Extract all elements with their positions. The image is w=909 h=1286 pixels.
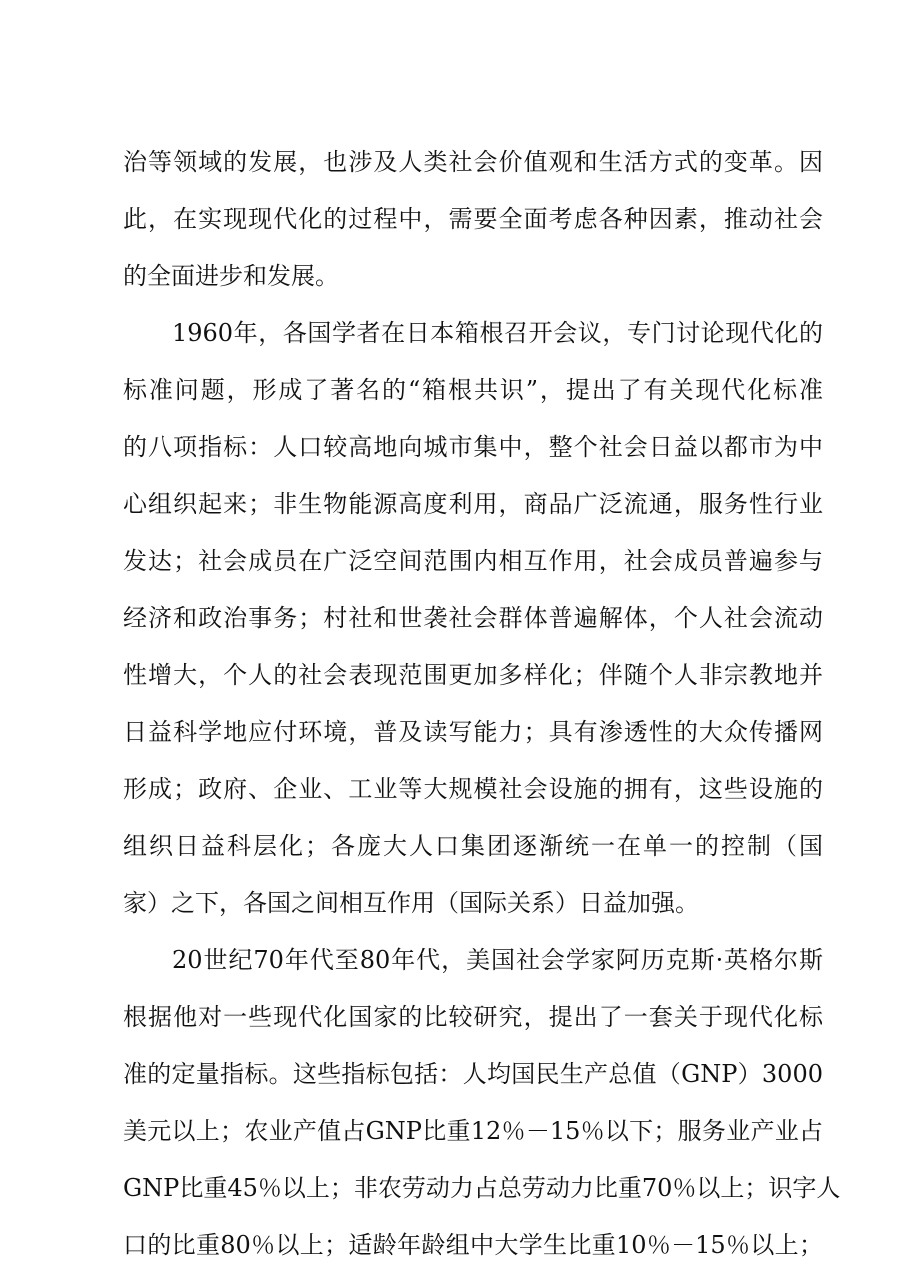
text-line: 美元以上；农业产值占GNP比重12％－15％以下；服务业产业占 <box>123 1117 823 1145</box>
text-line: 准的定量指标。这些指标包括：人均国民生产总值（GNP）3000 <box>123 1060 823 1088</box>
text-line: 口的比重80％以上；适龄年龄组中大学生比重10％－15％以上； <box>123 1231 823 1259</box>
text-line: 家）之下，各国之间相互作用（国际关系）日益加强。 <box>123 889 699 917</box>
text-line: 20世纪70年代至80年代，美国社会学家阿历克斯·英格尔斯 <box>172 946 823 974</box>
text-line: 此，在实现现代化的过程中，需要全面考虑各种因素，推动社会 <box>123 205 823 233</box>
text-line: 日益科学地应付环境，普及读写能力；具有渗透性的大众传播网 <box>123 718 823 746</box>
text-line: 1960年，各国学者在日本箱根召开会议，专门讨论现代化的 <box>172 319 823 347</box>
text-line: 的全面进步和发展。 <box>123 262 339 290</box>
text-line: GNP比重45％以上；非农劳动力占总劳动力比重70％以上；识字人 <box>123 1174 841 1202</box>
text-line: 性增大，个人的社会表现范围更加多样化；伴随个人非宗教地并 <box>123 661 823 689</box>
text-line: 组织日益科层化；各庞大人口集团逐渐统一在单一的控制（国 <box>123 832 823 860</box>
text-line: 根据他对一些现代化国家的比较研究，提出了一套关于现代化标 <box>123 1003 823 1031</box>
text-line: 形成；政府、企业、工业等大规模社会设施的拥有，这些设施的 <box>123 775 823 803</box>
text-line: 心组织起来；非生物能源高度利用，商品广泛流通，服务性行业 <box>123 490 823 518</box>
text-line: 发达；社会成员在广泛空间范围内相互作用，社会成员普遍参与 <box>123 547 823 575</box>
text-line: 标准问题，形成了著名的“箱根共识”，提出了有关现代化标准 <box>123 376 823 404</box>
text-line: 的八项指标：人口较高地向城市集中，整个社会日益以都市为中 <box>123 433 823 461</box>
text-line: 治等领域的发展，也涉及人类社会价值观和生活方式的变革。因 <box>123 148 823 176</box>
text-line: 经济和政治事务；村社和世袭社会群体普遍解体，个人社会流动 <box>123 604 823 632</box>
